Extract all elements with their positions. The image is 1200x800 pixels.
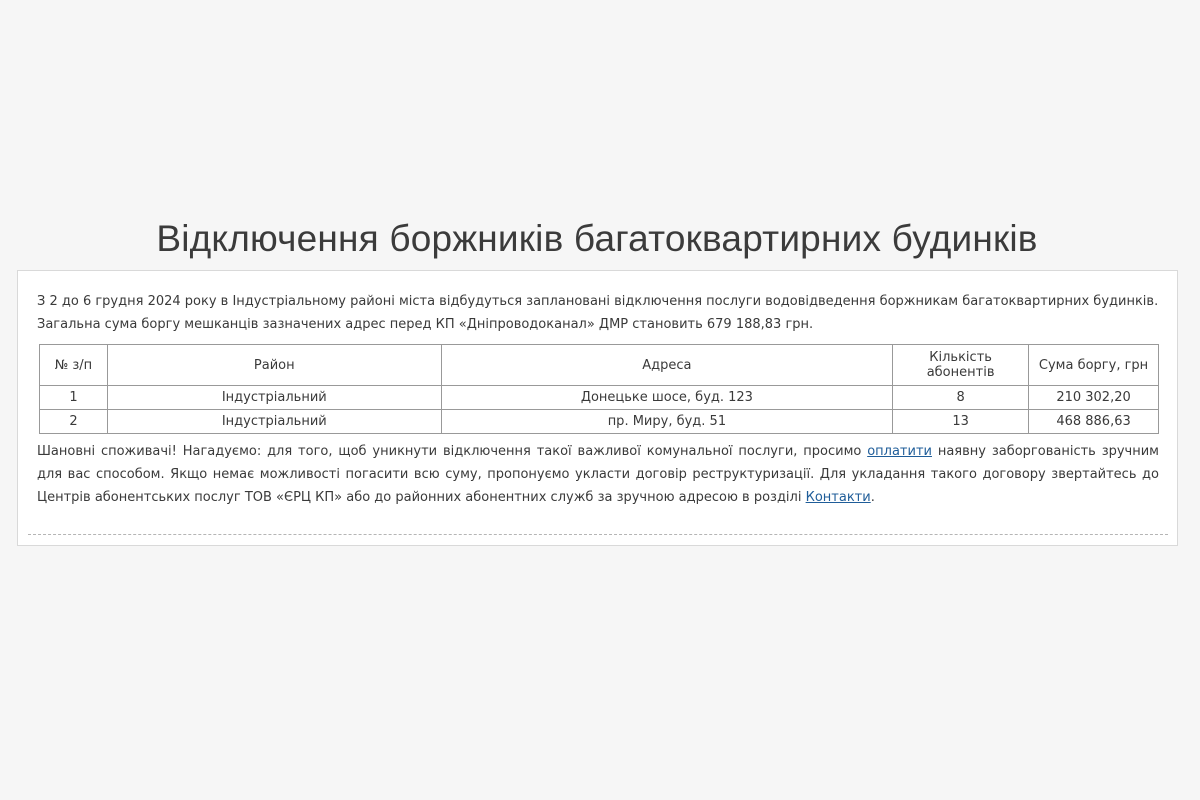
column-header-number: № з/п [40,345,108,386]
table-cell-number: 1 [40,386,108,410]
debtors-table [39,344,1159,434]
notice-text-start: Шановні споживачі! Нагадуємо: для того, щоб уникнути відключення такої важливої комунальної послуги, просимо [37,444,868,459]
column-header-district: Район [107,345,441,386]
table-cell-debt: 468 886,63 [1029,410,1159,434]
intro-line-1: З 2 до 6 грудня 2024 року в Індустріальному районі міста відбудуться заплановані відключення послуги водовідведення боржникам багатоквартирних будинків. [37,294,1159,309]
article-content [17,270,1178,546]
column-header-address: Адреса [441,345,893,386]
table-cell-address: пр. Миру, буд. 51 [441,410,893,434]
notice-text-end: . [870,490,875,505]
table-cell-number: 2 [40,410,108,434]
table-row [40,386,1159,410]
table-cell-subscribers: 8 [893,386,1029,410]
table-cell-district: Індустріальний [107,410,441,434]
contacts-link[interactable]: Контакти [805,490,871,505]
table-cell-debt: 210 302,20 [1029,386,1159,410]
table-cell-subscribers: 13 [893,410,1029,434]
table-header-row [40,345,1159,386]
pay-link[interactable]: оплатити [867,444,932,459]
dashed-divider [28,534,1168,535]
notice-text-middle: наявну заборгованість зручним для вас способом. Якщо немає можливості погасити всю суму, пропонуємо укласти договір реструктуризації. Для укладання такого договору звертайтесь до Центрів абонентських послуг ТОВ «ЄРЦ КП» або до районних абонентних служб за зручною адресою в розділі [37,444,1159,505]
column-header-debt: Сума боргу, грн [1029,345,1159,386]
table-cell-address: Донецьке шосе, буд. 123 [441,386,893,410]
column-header-subscribers: Кількість абонентів [893,345,1029,386]
table-cell-district: Індустріальний [107,386,441,410]
table-row [40,410,1159,434]
notice-paragraph [37,440,1159,509]
page-title: Відключення боржників багатоквартирних будинків [156,218,1038,259]
intro-line-2: Загальна сума боргу мешканців зазначених адрес перед КП «Дніпроводоканал» ДМР становить 679 188,83 грн. [37,317,814,332]
intro-paragraph [37,290,1159,336]
